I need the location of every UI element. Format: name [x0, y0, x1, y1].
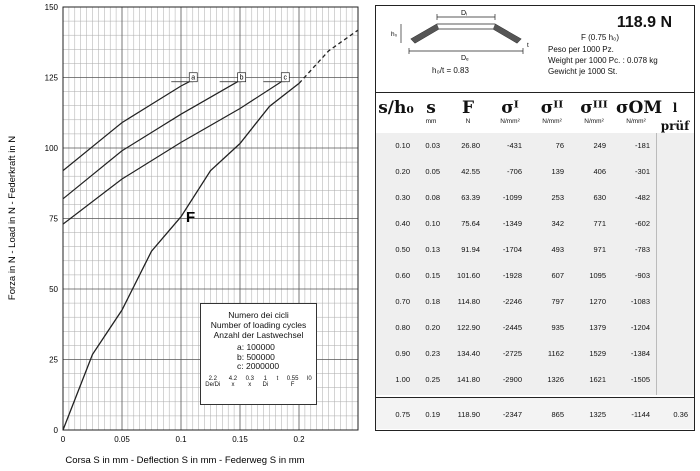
- series-b-line: [63, 82, 238, 199]
- table-cell: 0.20: [395, 167, 410, 176]
- col-header-sigma-3: [574, 99, 614, 126]
- col-header-symbol: s: [426, 98, 436, 118]
- legend-cycle-a: a: 100000: [237, 342, 275, 352]
- table-cell: 0.08: [425, 193, 440, 202]
- table-cell: -1349: [502, 219, 522, 228]
- table-cell: 0.80: [395, 323, 410, 332]
- y-tick-label: 75: [49, 214, 58, 224]
- table-cell: -181: [634, 141, 650, 150]
- table-footer-cell: 0.36: [673, 410, 688, 419]
- dim-sym: De/Di: [205, 381, 221, 388]
- table-cell: 1326: [547, 375, 564, 384]
- table-cell: -1083: [630, 297, 650, 306]
- col-header-symbol: σOM: [616, 98, 663, 118]
- table-cell: 0.50: [395, 245, 410, 254]
- x-tick-label: 0: [60, 435, 66, 444]
- table-cell: -706: [506, 167, 522, 176]
- table-cell: 134.40: [457, 349, 480, 358]
- legend-line-en: Number of loading cycles: [210, 320, 307, 330]
- col-header-symbol: s/h₀: [378, 98, 414, 118]
- table-cell: 42.55: [461, 167, 480, 176]
- col-header-unit: N/mm²: [500, 118, 520, 125]
- legend-line-it: Numero dei cicli: [228, 310, 289, 320]
- dim-val: 4.2: [228, 375, 238, 382]
- y-tick-label: 100: [44, 144, 58, 153]
- table-cell: -1928: [502, 271, 522, 280]
- table-header: [376, 92, 694, 134]
- table-cell: 0.18: [425, 297, 440, 306]
- y-tick-label: 0: [53, 426, 58, 435]
- h0-t-ratio: h₀/t = 0.83: [432, 66, 469, 75]
- disc-spring-schematic: [381, 9, 541, 67]
- table-cell: -482: [634, 193, 650, 202]
- table-cell: 1095: [589, 271, 606, 280]
- table-cell: -1384: [630, 349, 650, 358]
- table-cell: 26.80: [461, 141, 480, 150]
- x-tick-label: 0.2: [293, 435, 305, 444]
- de-label: Dₑ: [461, 55, 469, 62]
- table-cell: 101.60: [457, 271, 480, 280]
- table-footer-cell: -2347: [502, 410, 522, 419]
- table-cell: 0.23: [425, 349, 440, 358]
- table-cell: 0.03: [425, 141, 440, 150]
- table-cell: -431: [506, 141, 522, 150]
- dim-sym: F: [290, 381, 295, 388]
- table-cell: -301: [634, 167, 650, 176]
- x-tick-label: 0.05: [114, 435, 130, 444]
- dim-sym: x: [231, 381, 235, 388]
- col-header-s: [416, 99, 446, 126]
- table-row: [376, 341, 694, 365]
- spring-data-panel: [375, 5, 695, 431]
- dim-val: 2.2: [208, 375, 217, 382]
- dim-val: 0.3: [245, 375, 254, 382]
- table-cell: 139: [551, 167, 564, 176]
- table-cell: 630: [593, 193, 606, 202]
- table-row: [376, 315, 694, 339]
- table-cell: 253: [551, 193, 564, 202]
- table-row: [376, 133, 694, 157]
- col-header-symbol: F: [461, 98, 475, 118]
- col-header-unit: N/mm²: [626, 118, 646, 125]
- table-body: [376, 133, 694, 395]
- legend-cycle-c: c: 2000000: [237, 361, 280, 371]
- table-cell: 0.10: [395, 141, 410, 150]
- table-cell: 0.15: [425, 271, 440, 280]
- table-cell: -2445: [502, 323, 522, 332]
- table-row: [376, 289, 694, 313]
- table-footer-cell: 865: [551, 410, 564, 419]
- table-cell: 1.00: [395, 375, 410, 384]
- table-cell: 141.80: [457, 375, 480, 384]
- table-footer-cell: -1144: [631, 410, 650, 419]
- table-cell: 971: [593, 245, 606, 254]
- table-cell: 607: [551, 271, 564, 280]
- col-header-sigma-1: [490, 99, 530, 126]
- col-header-unit: N/mm²: [584, 118, 604, 125]
- legend-line-de: Anzahl der Lastwechsel: [213, 330, 304, 340]
- dim-val: 1: [263, 375, 267, 382]
- col-header-unit: N: [465, 118, 471, 125]
- table-cell: 0.30: [395, 193, 410, 202]
- table-cell: 342: [551, 219, 564, 228]
- table-cell: -903: [634, 271, 650, 280]
- x-tick-label: 0.1: [175, 435, 187, 444]
- table-cell: 0.40: [395, 219, 410, 228]
- table-cell: 797: [551, 297, 564, 306]
- weight-en: Weight per 1000 Pc. : 0.078 kg: [548, 56, 658, 65]
- table-row: [376, 159, 694, 183]
- table-cell: -2246: [502, 297, 522, 306]
- col-header-sigma-om: [616, 98, 663, 126]
- table-cell: 249: [593, 141, 606, 150]
- weight-de: Gewicht je 1000 St.: [548, 67, 618, 76]
- table-cell: -2725: [502, 349, 522, 358]
- force-note: F (0.75 h₀): [581, 33, 619, 42]
- table-cell: 1621: [589, 375, 606, 384]
- y-tick-label: 150: [44, 3, 58, 12]
- dim-sym: t: [276, 375, 279, 382]
- table-cell: 771: [593, 219, 606, 228]
- di-label: Dᵢ: [461, 10, 468, 17]
- table-cell: 0.20: [425, 323, 440, 332]
- table-cell: 122.90: [457, 323, 480, 332]
- table-cell: 935: [551, 323, 564, 332]
- table-row: [376, 367, 694, 391]
- table-cell: 493: [551, 245, 564, 254]
- x-axis-label: Corsa S in mm - Deflection S in mm - Federweg S in mm: [65, 455, 305, 466]
- x-tick-labels: [61, 435, 305, 444]
- table-cell: 0.10: [425, 219, 440, 228]
- curve-f-label: F: [186, 209, 196, 226]
- table-cell: 0.90: [395, 349, 410, 358]
- dim-val: 0.55: [286, 375, 299, 382]
- dim-sym: x: [248, 381, 252, 388]
- dim-sym: Di: [262, 381, 269, 388]
- table-cell: -783: [634, 245, 650, 254]
- table-footer-cell: 118.90: [457, 410, 480, 419]
- y-tick-labels: [45, 3, 59, 435]
- table-footer-cell: 1325: [589, 410, 606, 419]
- table-cell: -1204: [630, 323, 650, 332]
- table-row: [376, 185, 694, 209]
- marker-letter: a: [191, 74, 196, 82]
- dim-sym: l0: [306, 375, 312, 382]
- table-cell: -602: [634, 219, 650, 228]
- table-footer-row: [376, 397, 694, 430]
- marker-letter: c: [283, 74, 288, 82]
- h0-label: h₀: [391, 31, 398, 38]
- table-footer-cell: 0.75: [395, 410, 410, 419]
- legend-dimensions: [201, 376, 316, 388]
- col-header-sigma-2: [532, 99, 572, 126]
- table-row: [376, 237, 694, 261]
- col-header-symbol: σᴵᴵᴵ: [580, 98, 608, 118]
- series-a-line: [63, 82, 189, 171]
- table-cell: 0.05: [425, 167, 440, 176]
- table-cell: 0.13: [425, 245, 440, 254]
- table-cell: 63.39: [461, 193, 480, 202]
- t-label: t: [527, 42, 529, 49]
- cycles-legend: [200, 303, 317, 405]
- col-header-symbol: σᴵ: [501, 98, 519, 118]
- table-cell: 91.94: [461, 245, 480, 254]
- x-tick-label: 0.15: [232, 435, 248, 444]
- y-axis-label: Forza in N - Load in N - Federkraft in N: [7, 135, 18, 301]
- table-cell: 0.25: [425, 375, 440, 384]
- weight-it: Peso per 1000 Pz.: [548, 45, 614, 54]
- table-cell: 406: [593, 167, 606, 176]
- table-cell: -1704: [502, 245, 522, 254]
- table-row: [376, 263, 694, 287]
- series-c-line: [63, 82, 281, 224]
- marker-letter: b: [239, 74, 244, 82]
- col-header-symbol: l prüf: [660, 101, 690, 133]
- table-cell: 1162: [547, 349, 564, 358]
- col-header-symbol: σᴵᴵ: [540, 98, 564, 118]
- table-cell: -1505: [630, 375, 650, 384]
- col-header-f: [448, 99, 488, 126]
- table-cell: 0.60: [395, 271, 410, 280]
- table-cell: -2900: [502, 375, 522, 384]
- y-tick-label: 25: [49, 355, 58, 365]
- table-cell: 114.80: [457, 297, 480, 306]
- table-cell: 75.64: [461, 219, 480, 228]
- table-cell: 1529: [589, 349, 606, 358]
- table-cell: 1270: [589, 297, 606, 306]
- table-footer-cell: 0.19: [425, 410, 440, 419]
- table-cell: -1099: [502, 193, 522, 202]
- col-header-unit: N/mm²: [542, 118, 562, 125]
- y-tick-label: 50: [49, 285, 58, 294]
- table-cell: 76: [555, 141, 564, 150]
- rated-force: 118.9 N: [616, 14, 672, 31]
- y-tick-label: 125: [44, 73, 58, 83]
- col-header-s-h0: [378, 99, 414, 117]
- col-header-unit: mm: [425, 118, 437, 125]
- table-cell: 0.70: [395, 297, 410, 306]
- table-row: [376, 211, 694, 235]
- table-cell: 1379: [589, 323, 606, 332]
- legend-cycle-b: b: 500000: [237, 351, 275, 362]
